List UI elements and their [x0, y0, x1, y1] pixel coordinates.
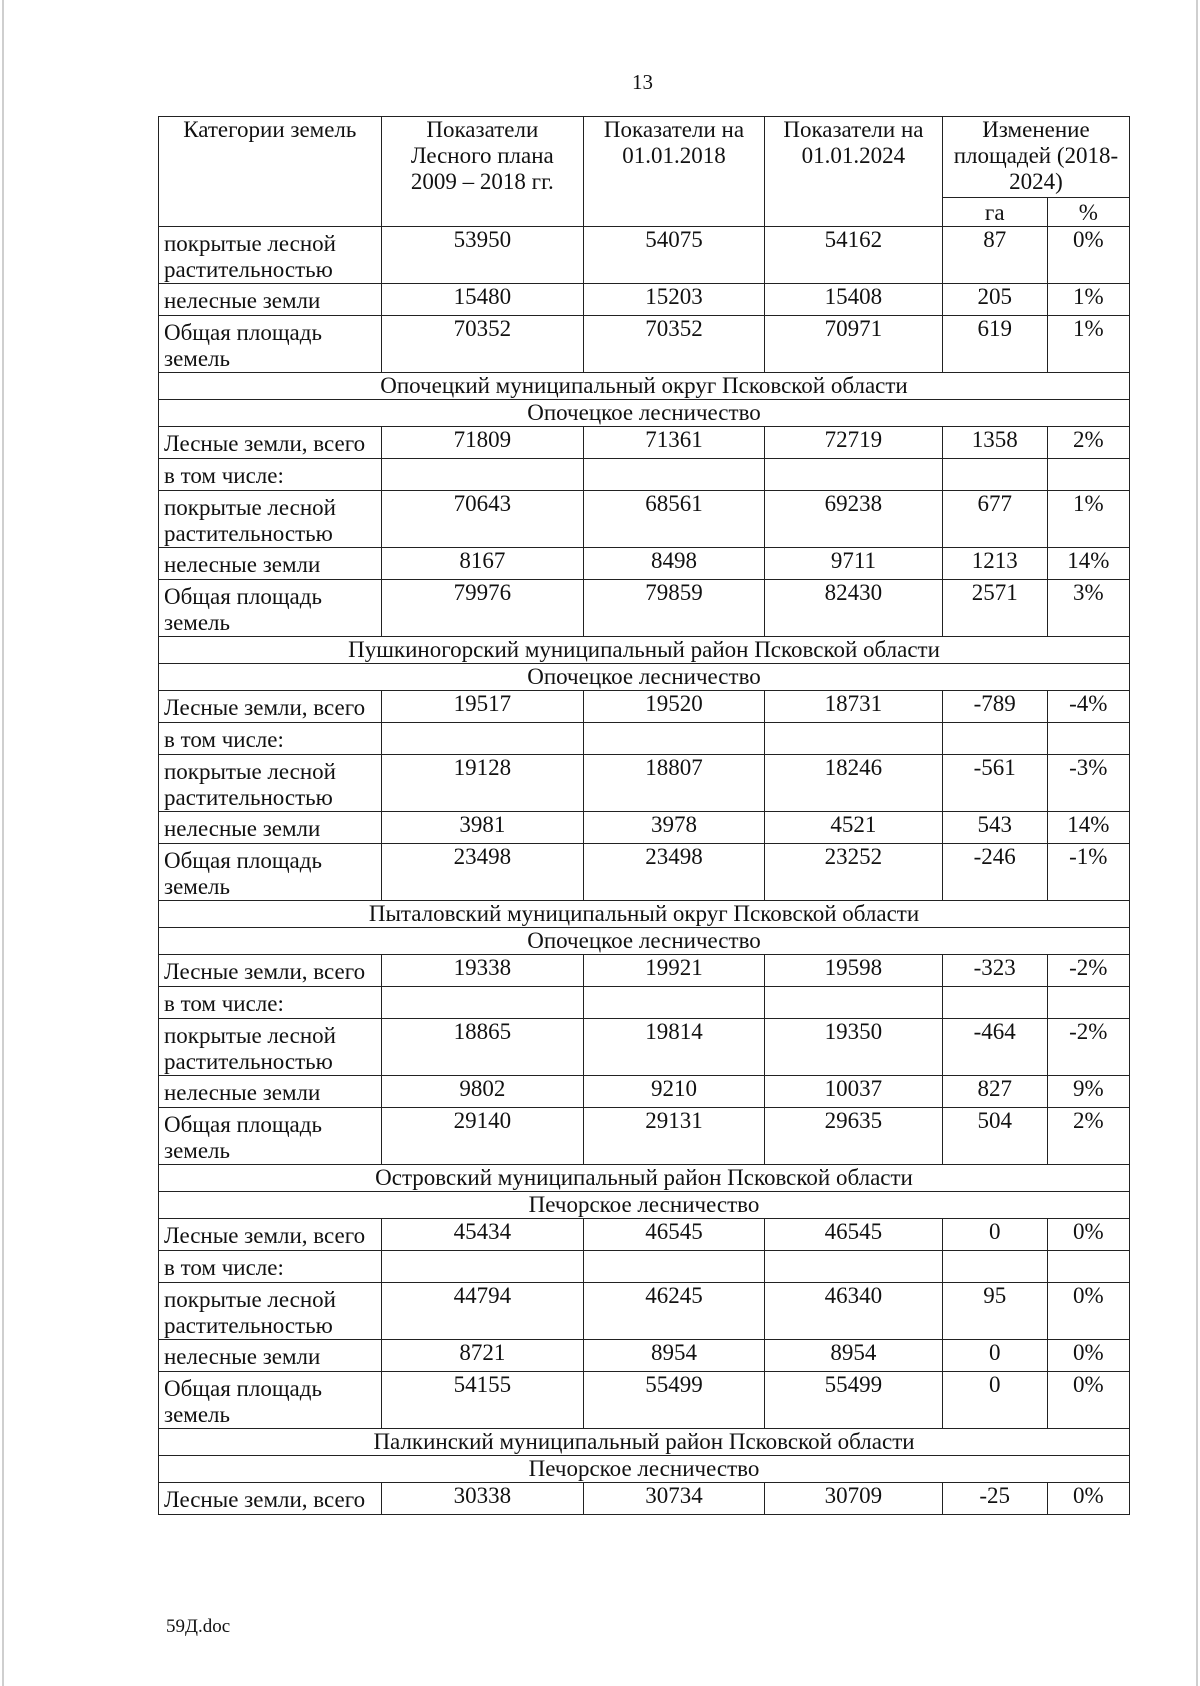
district-row	[159, 901, 1130, 928]
value-2024: 72719	[764, 427, 942, 459]
value-plan-2009-2018	[381, 723, 583, 755]
row-label: Лесные земли, всего	[159, 1219, 382, 1251]
district-row	[159, 373, 1130, 400]
value-plan-2009-2018: 23498	[381, 844, 583, 901]
value-change-ha: 0	[942, 1372, 1047, 1429]
value-change-pct: 0%	[1047, 227, 1129, 284]
value-2018: 8954	[583, 1340, 764, 1372]
value-2024: 29635	[764, 1108, 942, 1165]
header-area-change: Изменение площадей (2018-2024)	[942, 117, 1129, 198]
value-change-pct	[1047, 987, 1129, 1019]
header-category: Категории земель	[159, 117, 382, 227]
row-label: покрытые лесной растительностью	[159, 491, 382, 548]
value-change-pct: 0%	[1047, 1340, 1129, 1372]
value-plan-2009-2018	[381, 459, 583, 491]
value-change-ha: 87	[942, 227, 1047, 284]
forestry-row	[159, 400, 1130, 427]
row-label: нелесные земли	[159, 1340, 382, 1372]
value-2018: 46545	[583, 1219, 764, 1251]
table-row	[159, 1283, 1130, 1340]
table-row	[159, 1251, 1130, 1283]
row-label: Общая площадь земель	[159, 1108, 382, 1165]
value-2024: 30709	[764, 1483, 942, 1515]
value-2024: 69238	[764, 491, 942, 548]
header-plan-2009-2018: Показатели Лесного плана 2009 – 2018 гг.	[381, 117, 583, 227]
value-change-ha: 1213	[942, 548, 1047, 580]
table-row	[159, 548, 1130, 580]
value-change-pct: -4%	[1047, 691, 1129, 723]
value-2024: 18246	[764, 755, 942, 812]
value-2024: 19350	[764, 1019, 942, 1076]
row-label: нелесные земли	[159, 812, 382, 844]
value-change-ha	[942, 459, 1047, 491]
row-label: покрытые лесной растительностью	[159, 1283, 382, 1340]
value-2018: 9210	[583, 1076, 764, 1108]
value-2018	[583, 987, 764, 1019]
table-row	[159, 1108, 1130, 1165]
value-change-pct: 1%	[1047, 316, 1129, 373]
district-name: Пушкиногорский муниципальный район Псковской области	[159, 637, 1130, 664]
row-label: Лесные земли, всего	[159, 691, 382, 723]
value-plan-2009-2018: 8167	[381, 548, 583, 580]
value-change-pct	[1047, 723, 1129, 755]
value-change-ha: 827	[942, 1076, 1047, 1108]
row-label: покрытые лесной растительностью	[159, 227, 382, 284]
district-name: Пыталовский муниципальный округ Псковской области	[159, 901, 1130, 928]
row-label: нелесные земли	[159, 1076, 382, 1108]
value-change-ha: -323	[942, 955, 1047, 987]
value-change-ha: 2571	[942, 580, 1047, 637]
land-categories-table	[158, 116, 1130, 1515]
value-change-ha	[942, 723, 1047, 755]
value-2024: 46340	[764, 1283, 942, 1340]
value-2024: 54162	[764, 227, 942, 284]
row-label: Лесные земли, всего	[159, 427, 382, 459]
value-2018: 8498	[583, 548, 764, 580]
value-plan-2009-2018: 8721	[381, 1340, 583, 1372]
table-row	[159, 691, 1130, 723]
value-2024	[764, 723, 942, 755]
row-label: покрытые лесной растительностью	[159, 755, 382, 812]
table-row	[159, 1340, 1130, 1372]
value-2024: 8954	[764, 1340, 942, 1372]
forestry-name: Опочецкое лесничество	[159, 664, 1130, 691]
value-change-ha: 0	[942, 1340, 1047, 1372]
value-2018: 19520	[583, 691, 764, 723]
row-label: Общая площадь земель	[159, 844, 382, 901]
header-on-2018: Показатели на 01.01.2018	[583, 117, 764, 227]
value-change-ha: 543	[942, 812, 1047, 844]
value-change-ha: 0	[942, 1219, 1047, 1251]
value-change-pct: 0%	[1047, 1483, 1129, 1515]
forestry-row	[159, 1456, 1130, 1483]
table-row	[159, 227, 1130, 284]
forestry-row	[159, 928, 1130, 955]
value-change-pct: 14%	[1047, 812, 1129, 844]
value-change-ha	[942, 1251, 1047, 1283]
value-change-ha: -25	[942, 1483, 1047, 1515]
value-2024: 10037	[764, 1076, 942, 1108]
value-2024	[764, 987, 942, 1019]
value-2018: 68561	[583, 491, 764, 548]
value-change-pct: -1%	[1047, 844, 1129, 901]
table-row	[159, 1483, 1130, 1515]
value-change-pct: 2%	[1047, 427, 1129, 459]
value-change-ha: 95	[942, 1283, 1047, 1340]
row-label: в том числе:	[159, 1251, 382, 1283]
value-2024: 19598	[764, 955, 942, 987]
row-label: нелесные земли	[159, 284, 382, 316]
value-plan-2009-2018: 19517	[381, 691, 583, 723]
value-plan-2009-2018: 9802	[381, 1076, 583, 1108]
row-label: Лесные земли, всего	[159, 955, 382, 987]
header-percent: %	[1047, 198, 1129, 227]
value-2024: 18731	[764, 691, 942, 723]
value-change-ha: 677	[942, 491, 1047, 548]
value-2024	[764, 1251, 942, 1283]
table-header-row	[159, 117, 1130, 198]
district-name: Опочецкий муниципальный округ Псковской области	[159, 373, 1130, 400]
value-plan-2009-2018: 30338	[381, 1483, 583, 1515]
value-plan-2009-2018: 19338	[381, 955, 583, 987]
forestry-name: Печорское лесничество	[159, 1192, 1130, 1219]
table-row	[159, 723, 1130, 755]
value-2018: 54075	[583, 227, 764, 284]
scan-edge-left	[2, 0, 4, 1686]
row-label: покрытые лесной растительностью	[159, 1019, 382, 1076]
value-2018: 19921	[583, 955, 764, 987]
value-plan-2009-2018: 70643	[381, 491, 583, 548]
row-label: Общая площадь земель	[159, 316, 382, 373]
value-change-pct: -2%	[1047, 1019, 1129, 1076]
value-plan-2009-2018: 15480	[381, 284, 583, 316]
value-plan-2009-2018: 19128	[381, 755, 583, 812]
value-change-pct: 9%	[1047, 1076, 1129, 1108]
value-2018: 70352	[583, 316, 764, 373]
forestry-row	[159, 664, 1130, 691]
value-2024: 55499	[764, 1372, 942, 1429]
value-2018: 71361	[583, 427, 764, 459]
table-row	[159, 459, 1130, 491]
scan-edge-right	[1196, 0, 1198, 1686]
value-2024: 70971	[764, 316, 942, 373]
value-change-ha: -246	[942, 844, 1047, 901]
value-2018: 3978	[583, 812, 764, 844]
page-number: 13	[632, 70, 653, 94]
forestry-name: Печорское лесничество	[159, 1456, 1130, 1483]
table-row	[159, 1372, 1130, 1429]
table-row	[159, 812, 1130, 844]
value-plan-2009-2018: 44794	[381, 1283, 583, 1340]
value-change-pct: 2%	[1047, 1108, 1129, 1165]
table-row	[159, 316, 1130, 373]
table-row	[159, 1076, 1130, 1108]
value-change-ha: 619	[942, 316, 1047, 373]
district-name: Палкинский муниципальный район Псковской области	[159, 1429, 1130, 1456]
value-plan-2009-2018: 18865	[381, 1019, 583, 1076]
row-label: нелесные земли	[159, 548, 382, 580]
table-row	[159, 955, 1130, 987]
row-label: Общая площадь земель	[159, 580, 382, 637]
table-body	[159, 227, 1130, 1515]
value-change-pct: -3%	[1047, 755, 1129, 812]
value-plan-2009-2018: 54155	[381, 1372, 583, 1429]
value-2018: 23498	[583, 844, 764, 901]
value-change-pct: 0%	[1047, 1372, 1129, 1429]
value-change-pct: 3%	[1047, 580, 1129, 637]
forestry-name: Опочецкое лесничество	[159, 400, 1130, 427]
row-label: в том числе:	[159, 723, 382, 755]
table-row	[159, 755, 1130, 812]
table-row	[159, 987, 1130, 1019]
value-change-pct: 0%	[1047, 1219, 1129, 1251]
value-change-ha: -789	[942, 691, 1047, 723]
value-plan-2009-2018: 79976	[381, 580, 583, 637]
value-change-ha: -464	[942, 1019, 1047, 1076]
table-row	[159, 284, 1130, 316]
value-change-pct: 1%	[1047, 491, 1129, 548]
value-plan-2009-2018	[381, 1251, 583, 1283]
district-row	[159, 1165, 1130, 1192]
value-plan-2009-2018: 70352	[381, 316, 583, 373]
table-row	[159, 427, 1130, 459]
table-row	[159, 1019, 1130, 1076]
header-hectares: га	[942, 198, 1047, 227]
value-2018: 29131	[583, 1108, 764, 1165]
value-2024: 46545	[764, 1219, 942, 1251]
value-2018: 18807	[583, 755, 764, 812]
value-plan-2009-2018: 53950	[381, 227, 583, 284]
value-change-pct: -2%	[1047, 955, 1129, 987]
value-2018: 30734	[583, 1483, 764, 1515]
district-name: Островский муниципальный район Псковской области	[159, 1165, 1130, 1192]
value-plan-2009-2018: 71809	[381, 427, 583, 459]
header-on-2024: Показатели на 01.01.2024	[764, 117, 942, 227]
value-change-pct	[1047, 459, 1129, 491]
footer-filename: 59Д.doc	[166, 1616, 231, 1637]
value-2024: 4521	[764, 812, 942, 844]
district-row	[159, 1429, 1130, 1456]
value-plan-2009-2018: 3981	[381, 812, 583, 844]
value-change-pct: 0%	[1047, 1283, 1129, 1340]
value-2018: 79859	[583, 580, 764, 637]
value-change-ha: 205	[942, 284, 1047, 316]
value-plan-2009-2018: 29140	[381, 1108, 583, 1165]
value-2018	[583, 723, 764, 755]
value-2024: 15408	[764, 284, 942, 316]
value-2018: 46245	[583, 1283, 764, 1340]
table-row	[159, 580, 1130, 637]
value-change-ha	[942, 987, 1047, 1019]
value-change-ha: -561	[942, 755, 1047, 812]
row-label: в том числе:	[159, 459, 382, 491]
value-change-pct: 14%	[1047, 548, 1129, 580]
value-2018	[583, 459, 764, 491]
value-plan-2009-2018: 45434	[381, 1219, 583, 1251]
table-row	[159, 491, 1130, 548]
table-row	[159, 844, 1130, 901]
value-2024: 82430	[764, 580, 942, 637]
value-change-ha: 504	[942, 1108, 1047, 1165]
table-row	[159, 1219, 1130, 1251]
value-2018: 15203	[583, 284, 764, 316]
row-label: в том числе:	[159, 987, 382, 1019]
row-label: Общая площадь земель	[159, 1372, 382, 1429]
row-label: Лесные земли, всего	[159, 1483, 382, 1515]
value-2018: 19814	[583, 1019, 764, 1076]
value-change-pct	[1047, 1251, 1129, 1283]
forestry-row	[159, 1192, 1130, 1219]
value-2018: 55499	[583, 1372, 764, 1429]
value-change-pct: 1%	[1047, 284, 1129, 316]
value-change-ha: 1358	[942, 427, 1047, 459]
value-2024: 23252	[764, 844, 942, 901]
value-2018	[583, 1251, 764, 1283]
district-row	[159, 637, 1130, 664]
value-plan-2009-2018	[381, 987, 583, 1019]
forestry-name: Опочецкое лесничество	[159, 928, 1130, 955]
value-2024: 9711	[764, 548, 942, 580]
value-2024	[764, 459, 942, 491]
